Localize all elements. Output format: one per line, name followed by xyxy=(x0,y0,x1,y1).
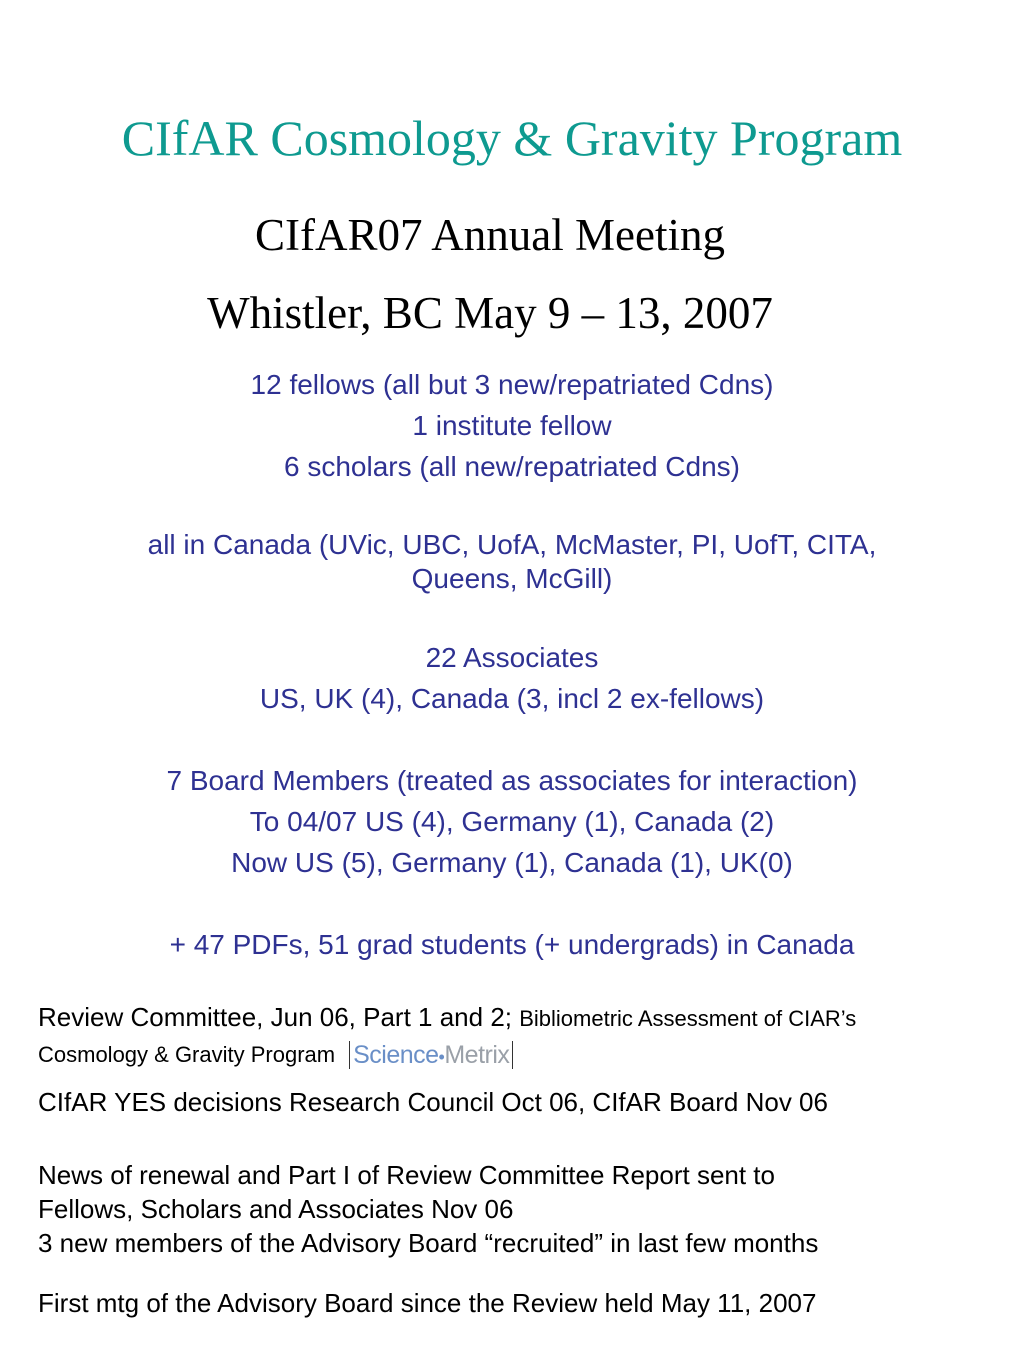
news-line-1: News of renewal and Part I of Review Committee Report sent to xyxy=(38,1160,775,1190)
spacer xyxy=(0,596,1024,637)
associates-detail-line: US, UK (4), Canada (3, incl 2 ex-fellows) xyxy=(259,683,765,714)
pdfs-students-line: + 47 PDFs, 51 grad students (+ undergrads) in Canada xyxy=(169,929,855,960)
canada-institutions-line-1: all in Canada (UVic, UBC, UofA, McMaster, PI, UofT, CITA, xyxy=(147,529,877,560)
renewal-news-note xyxy=(38,1158,1013,1260)
fellows-line: 12 fellows (all but 3 new/repatriated Cdns) xyxy=(250,369,774,400)
spacer xyxy=(0,719,1024,760)
science-metrix-logo: Science•Metrix xyxy=(349,1041,513,1069)
spacer xyxy=(0,883,1024,924)
board-now-line: Now US (5), Germany (1), Canada (1), UK(0) xyxy=(231,847,793,878)
review-main-text: Review Committee, Jun 06, Part 1 and 2; xyxy=(38,1002,520,1032)
board-to-line: To 04/07 US (4), Germany (1), Canada (2) xyxy=(249,806,775,837)
institute-fellow-line: 1 institute fellow xyxy=(412,410,612,441)
yes-decisions-note: CIfAR YES decisions Research Council Oct 06, CIfAR Board Nov 06 xyxy=(38,1087,828,1117)
bibliometric-text: Bibliometric Assessment of CIAR’s xyxy=(519,1006,857,1031)
news-line-2: Fellows, Scholars and Associates Nov 06 xyxy=(38,1194,514,1224)
board-members-line: 7 Board Members (treated as associates for interaction) xyxy=(166,765,858,796)
page-title: CIfAR Cosmology & Gravity Program xyxy=(121,110,903,166)
associates-line: 22 Associates xyxy=(425,642,599,673)
membership-summary xyxy=(0,364,1024,965)
meeting-location-date: Whistler, BC May 9 – 13, 2007 xyxy=(207,288,773,338)
review-committee-note xyxy=(38,1000,1013,1072)
meeting-title: CIfAR07 Annual Meeting xyxy=(255,210,725,260)
news-line-3: 3 new members of the Advisory Board “recruited” in last few months xyxy=(38,1228,819,1258)
spacer xyxy=(0,487,1024,528)
bibliometric-text-2: Cosmology & Gravity Program xyxy=(38,1042,336,1067)
canada-institutions-line-2: Queens, McGill) xyxy=(411,563,613,594)
scholars-line: 6 scholars (all new/repatriated Cdns) xyxy=(284,451,740,482)
first-meeting-note: First mtg of the Advisory Board since the Review held May 11, 2007 xyxy=(38,1288,817,1318)
